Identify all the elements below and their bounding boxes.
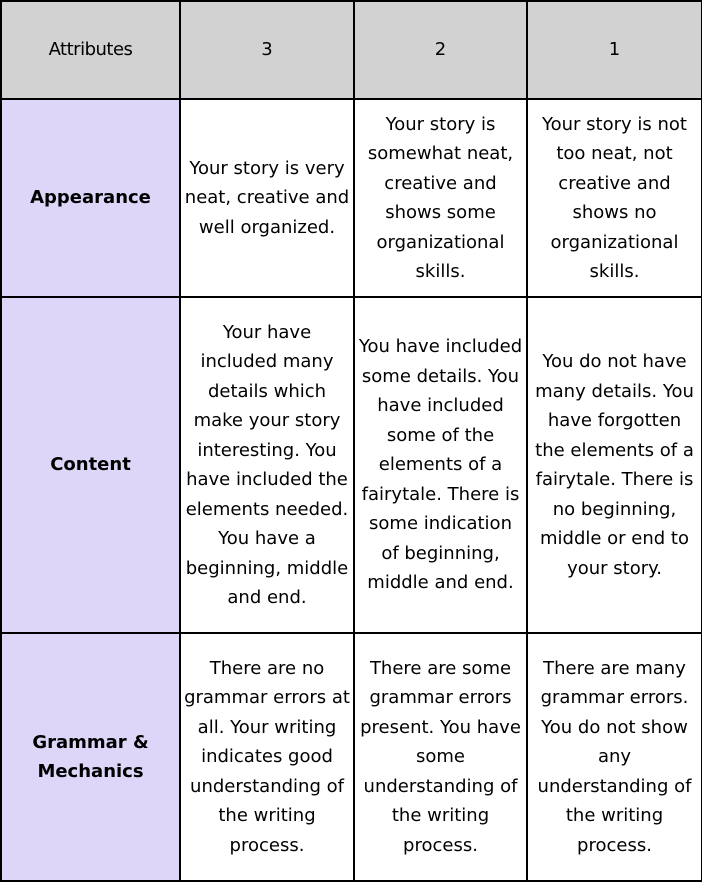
grammar-score-1: There are many grammar errors. You do not show any understanding of the writing process. (527, 633, 702, 881)
content-score-1: You do not have many details. You have forgotten the elements of a fairytale. There is no beginning, middle or end to your story. (527, 297, 702, 633)
appearance-score-3: Your story is very neat, creative and well organized. (180, 99, 354, 297)
header-row (1, 1, 702, 99)
rubric-row-appearance (1, 99, 702, 297)
appearance-score-2: Your story is somewhat neat, creative and shows some organizational skills. (354, 99, 527, 297)
score-header-3: 3 (180, 1, 354, 99)
attributes-header: Attributes (1, 1, 180, 99)
score-header-1: 1 (527, 1, 702, 99)
content-score-3: Your have included many details which make your story interesting. You have included the elements needed. You have a beginning, middle and end. (180, 297, 354, 633)
score-header-2: 2 (354, 1, 527, 99)
grammar-score-2: There are some grammar errors present. You have some understanding of the writing process. (354, 633, 527, 881)
rubric-row-content (1, 297, 702, 633)
rubric-row-grammar (1, 633, 702, 881)
attribute-content: Content (1, 297, 180, 633)
content-score-2: You have included some details. You have included some of the elements of a fairytale. There is some indication of beginning, middle and end. (354, 297, 527, 633)
attribute-grammar-mechanics: Grammar & Mechanics (1, 633, 180, 881)
grammar-score-3: There are no grammar errors at all. Your writing indicates good understanding of the writing process. (180, 633, 354, 881)
attribute-appearance: Appearance (1, 99, 180, 297)
appearance-score-1: Your story is not too neat, not creative and shows no organizational skills. (527, 99, 702, 297)
